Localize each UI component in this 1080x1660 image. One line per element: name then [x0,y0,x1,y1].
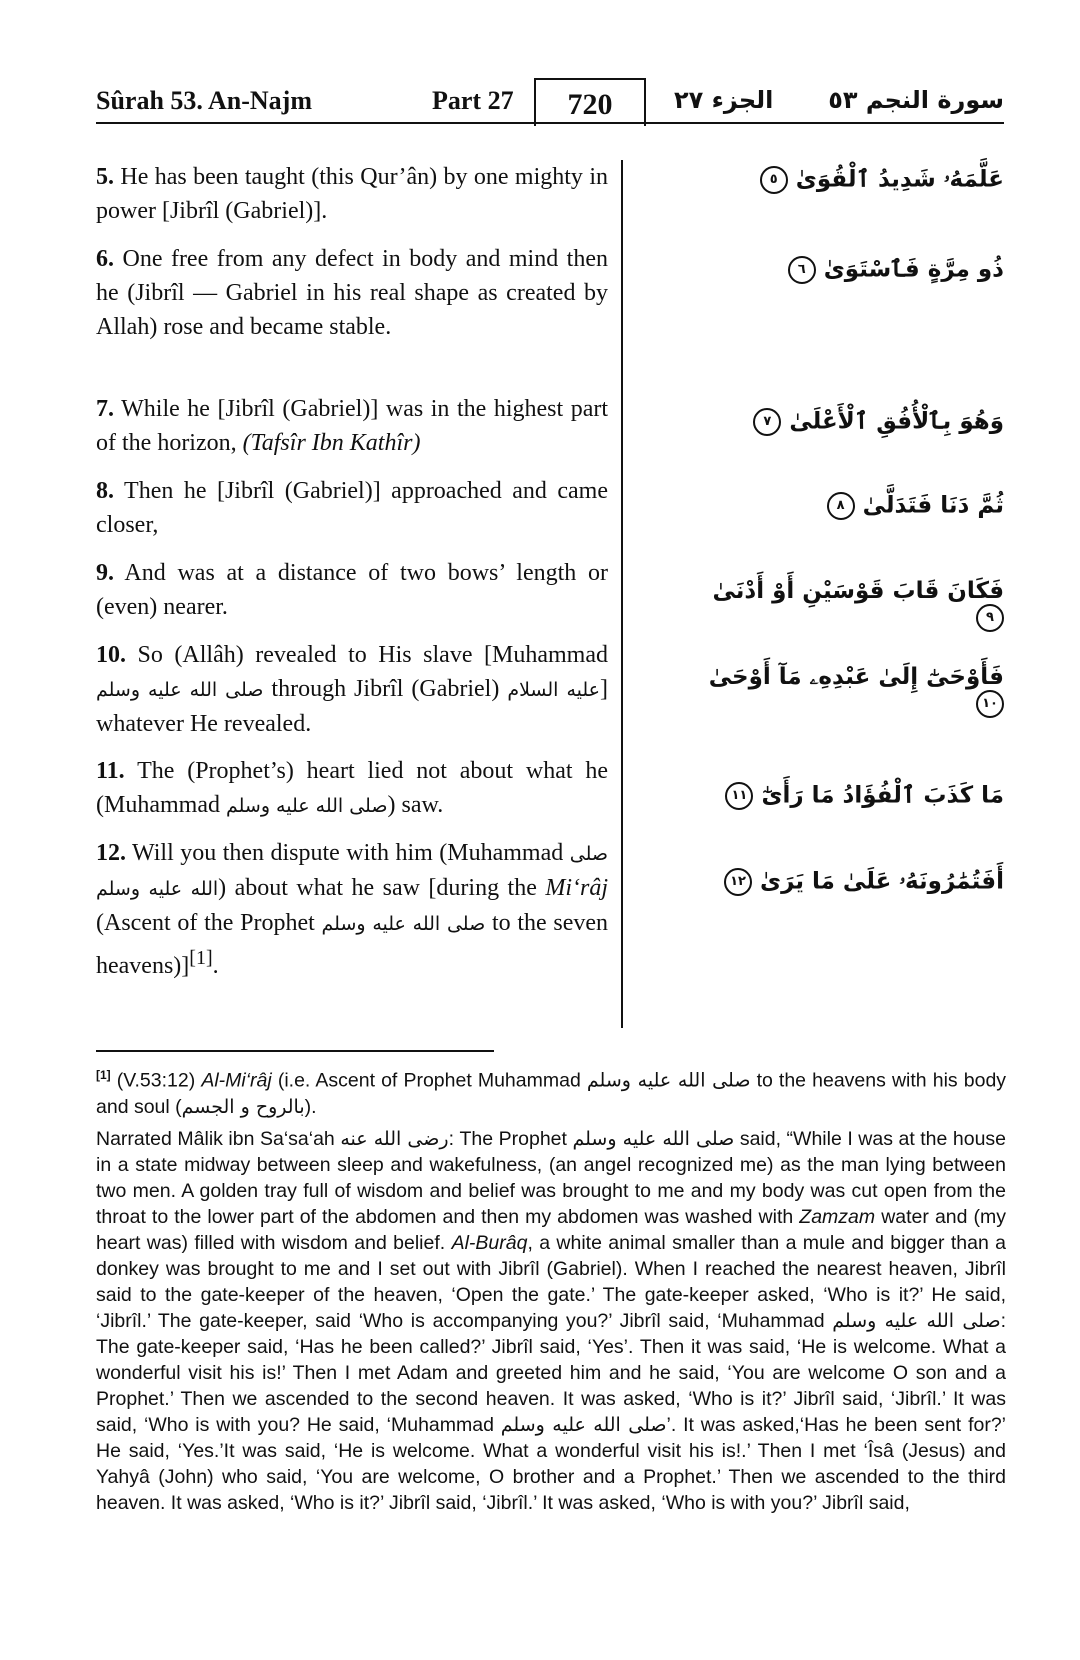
verse-text: through Jibrîl (Gabriel) [271,676,500,702]
verse-text: Will you then dispute with him (Muhammad [132,840,564,866]
verse-5-arabic [674,166,1004,194]
verse-10-translation [96,638,608,741]
verse-12-arabic [674,868,1004,896]
surah-title-ar: سورة النجم ٥٣ [828,86,1004,114]
verse-text: ) about what he saw [during the [218,875,537,901]
footnote-paragraph [96,1062,1006,1120]
verse-number: 5. [96,164,114,190]
verse-number: 7. [96,396,114,422]
verse-text: One free from any defect in body and mind then he (Jibrîl — Gabriel in his real shape as created by Allah) rose and became stable. [96,246,609,340]
verse-text: . [212,953,219,979]
footnote-reference[interactable]: [1] [189,947,213,969]
verse-8-translation [96,474,608,542]
footnote-title: Al-Mi‘râj [201,1069,272,1092]
salawat-arabic: صلى الله عليه وسلم [572,1127,735,1150]
arabic-text: ذُو مِرَّةٍ فَٱسْتَوَىٰ [823,256,1004,283]
verse-number: 10. [96,642,126,668]
verse-9-arabic [674,578,1004,632]
verse-7-arabic [674,408,1004,436]
verse-9-translation [96,556,608,624]
verse-12-translation [96,836,608,983]
miraj-term: Mi‘râj [545,875,608,901]
salawat-arabic: صلى الله عليه وسلم [321,913,486,935]
tafsir-citation: (Tafsîr Ibn Kathîr) [242,430,421,456]
ayah-marker-icon: ١٢ [724,868,752,896]
footnote-text: Narrated Mâlik ibn Sa‘sa‘ah [96,1127,335,1150]
verse-text: ) saw. [387,792,444,818]
verse-text: He has been taught (this Qur’ân) by one mighty in power [Jibrîl (Gabriel)]. [96,164,608,224]
verse-6-translation [96,242,608,344]
arabic-text: عَلَّمَهُۥ شَدِيدُ ٱلْقُوَىٰ [795,166,1004,193]
footnote-paragraph [96,1126,1006,1516]
page-number: 720 [534,78,646,126]
verse-text: (Ascent of the Prophet [96,910,315,936]
verse-5-translation [96,160,608,228]
footnote-text: (i.e. Ascent of Prophet Muhammad [277,1069,581,1092]
part-label-en: Part 27 [432,86,514,115]
arabic-text: أَفَتُمَٰرُونَهُۥ عَلَىٰ مَا يَرَىٰ [760,868,1004,895]
footnote-rule [96,1050,494,1052]
ayah-marker-icon: ٨ [827,492,855,520]
salawat-arabic: صلى الله عليه وسلم [96,679,264,701]
arabic-text: فَأَوْحَىٰٓ إِلَىٰ عَبْدِهِۦ مَآ أَوْحَىٰ [708,664,1004,690]
arabic-text: فَكَانَ قَابَ قَوْسَيْنِ أَوْ أَدْنَىٰ [712,578,1004,604]
verse-text: The (Prophet’s) heart lied not about what he (Muhammad [96,758,608,818]
salawat-arabic: صلى الله عليه وسلم [832,1309,1001,1332]
radi-arabic: رضى الله عنه [340,1127,449,1150]
footnote-arabic: بالروح و الجسم [181,1095,305,1118]
part-label-ar: الجزء ٢٧ [674,86,774,114]
ayah-marker-icon: ٥ [760,166,788,194]
arabic-text: ثُمَّ دَنَا فَتَدَلَّىٰ [862,492,1004,519]
verse-6-arabic [674,256,1004,284]
page-header [96,80,1004,124]
verse-8-arabic [674,492,1004,520]
ayah-marker-icon: ١١ [725,782,753,810]
verse-number: 12. [96,840,126,866]
footnote-text: ’. It was asked,‘Has he been sent for?’ He said, ‘Yes.’It was said, ‘He is welcome. What a wonderful visit his is!.’ Then I met ‘Îsâ (Jesus) and Yahyâ (John) who said, ‘You are welcome, O brother and a Prophet.’ Then we ascended to the third heaven. It was asked, ‘Who is it?’ Jibrîl said, ‘Jibrîl.’ It was asked, ‘Who is with you?’ Jibrîl said, [96,1413,1006,1514]
header-rule [96,122,1004,124]
footnote-text: ). [304,1095,317,1118]
footnote-text: , a white animal smaller than a mule and bigger than a donkey was brought to me and I set out with Jibrîl (Gabriel). When I reached the nearest heaven, Jibrîl said to the gate-keeper of the heaven, ‘Open the gate.’ The gate-keeper asked, ‘Who is it?’ He said, ‘Jibrîl.’ The gate-keeper, said ‘Who is accompanying you?’ Jibrîl said, ‘Muhammad [96,1231,1006,1332]
footnote-text: said, “While I was at the house in a state midway between sleep and wakefulness, (an angel recognized me) as the man lying between two men. A golden tray full of wisdom and belief was brought to me and my body was cut open from the throat to the lower part of the abdomen and then my abdomen was washed with [96,1127,1007,1228]
ayah-marker-icon: ٦ [788,256,816,284]
footnote-text: : The Prophet [448,1127,567,1150]
verse-text: ] whatever He revealed. [96,676,608,737]
footnote-marker: [1] [96,1068,111,1082]
alayhi-salam-arabic: عليه السلام [507,679,600,701]
verse-11-translation [96,754,608,823]
zamzam-term: Zamzam [799,1205,876,1228]
verse-number: 9. [96,560,114,586]
verse-7-translation [96,392,608,460]
verse-11-arabic [674,782,1004,810]
ayah-marker-icon: ٩ [976,604,1004,632]
verse-text: to the seven heavens)] [96,910,609,979]
verse-number: 11. [96,758,125,784]
column-divider [621,160,623,1028]
surah-title-en: Sûrah 53. An-Najm [96,86,312,115]
verse-text: So (Allâh) revealed to His slave [Muhammad [137,642,609,668]
buraq-term: Al-Burâq [451,1231,528,1254]
verse-text: Then he [Jibrîl (Gabriel)] approached and came closer, [96,478,608,538]
verse-number: 8. [96,478,114,504]
verse-text: And was at a distance of two bows’ length or (even) nearer. [96,560,608,620]
verse-10-arabic [674,664,1004,718]
salawat-arabic: صلى الله عليه وسلم [500,1413,667,1436]
ayah-marker-icon: ٧ [753,408,781,436]
salawat-arabic: صلى الله عليه وسلم [96,843,608,900]
footnote-text: water and (my heart was) filled with wisdom and belief. [96,1205,1007,1254]
footnote-text: to the heavens with his body and soul ( [96,1069,1007,1118]
arabic-text: مَا كَذَبَ ٱلْفُؤَادُ مَا رَأَىٰٓ [761,782,1004,809]
ayah-marker-icon: ١٠ [976,690,1004,718]
footnote-text: (V.53:12) [116,1069,196,1092]
arabic-text: وَهُوَ بِٱلْأُفُقِ ٱلْأَعْلَىٰ [789,408,1004,435]
footnote [96,1062,1006,1522]
footnote-text: : The gate-keeper said, ‘Has he been called?’ Jibrîl said, ‘Yes’. Then it was said, ‘He is welcome. What a wonderful visit his is!’ Then I met Adam and greeted him and he said, ‘You are welcome O son and a Prophet.’ Then we ascended to the second heaven. It was asked, ‘Who is it?’ Jibrîl said, ‘Jibrîl.’ It was said, ‘Who is with you? He said, ‘Muhammad [96,1309,1006,1436]
verse-text: While he [Jibrîl (Gabriel)] was in the highest part of the horizon, [96,396,609,456]
salawat-arabic: صلى الله عليه وسلم [586,1069,751,1092]
salawat-arabic: صلى الله عليه وسلم [225,795,388,817]
verse-number: 6. [96,246,114,272]
